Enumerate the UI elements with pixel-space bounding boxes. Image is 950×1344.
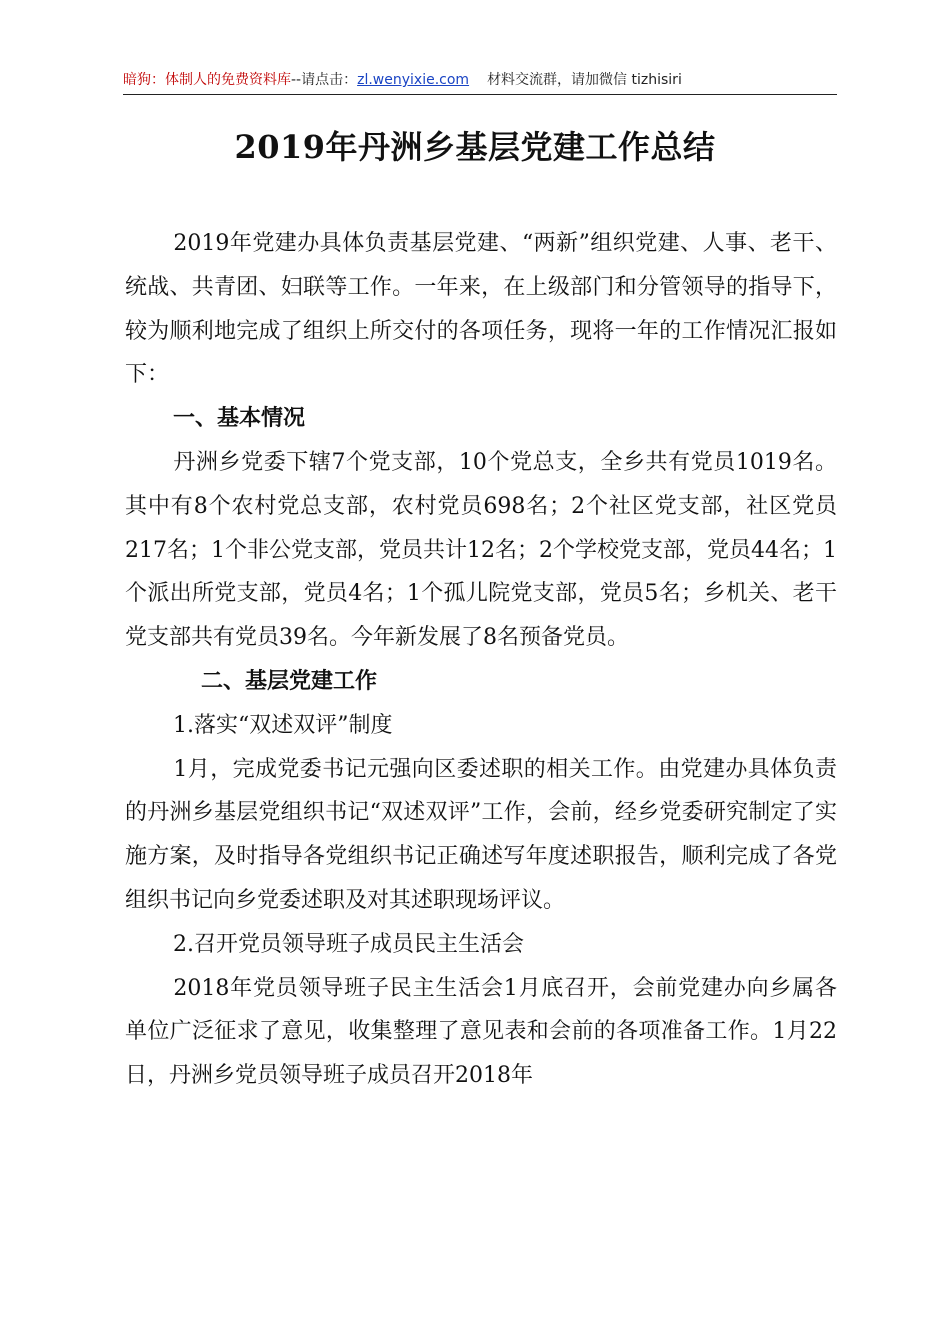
section-heading-basic: 一、基本情况 <box>173 406 306 432</box>
section-heading-party-building: 二、基层党建工作 <box>201 668 378 694</box>
item-paragraph-2: 2018年党员领导班子民主生活会1月底召开，会前党建办向乡属各单位广泛征求了意见，收集整理了意见表和会前的各项准备工作。1月22日，丹洲乡党员领导班子成员召开2018年 <box>125 975 837 1089</box>
header-wechat-note: 材料交流群，请加微信 tizhisiri <box>487 72 682 88</box>
header-link[interactable]: zl.wenyixie.com <box>357 72 470 88</box>
intro-paragraph: 2019年党建办具体负责基层党建、“两新”组织党建、人事、老干、统战、共青团、妇联等工作。一年来，在上级部门和分管领导的指导下，较为顺利地完成了组织上所交付的各项任务，现将一年的工作情况汇报如下： <box>125 231 837 388</box>
item-paragraph-1: 1月，完成党委书记元强向区委述职的相关工作。由党建办具体负责的丹洲乡基层党组织书记“双述双评”工作，会前，经乡党委研究制定了实施方案，及时指导各党组织书记正确述写年度述职报告，顺利完成了各党组织书记向乡党委述职及对其述职现场评议。 <box>125 756 837 913</box>
page-header <box>123 66 837 95</box>
section-basic-paragraph: 丹洲乡党委下辖7个党支部，10个党总支，全乡共有党员1019名。其中有8个农村党总支部，农村党员698名；2个社区党支部，社区党员217名；1个非公党支部，党员共计12名；2个学校党支部，党员44名；1个派出所党支部，党员4名；1个孤儿院党支部，党员5名；乡机关、老干党支部共有党员39名。今年新发展了8名预备党员。 <box>125 449 837 651</box>
item-heading-2: 2.召开党员领导班子成员民主生活会 <box>173 931 524 957</box>
header-dash: --请点击： <box>291 72 358 88</box>
header-promo: 暗狗：体制人的免费资料库 <box>123 72 291 88</box>
document-body <box>125 222 837 1098</box>
document-title: 2019年丹洲乡基层党建工作总结 <box>234 128 716 166</box>
item-heading-1: 1.落实“双述双评”制度 <box>173 712 393 738</box>
